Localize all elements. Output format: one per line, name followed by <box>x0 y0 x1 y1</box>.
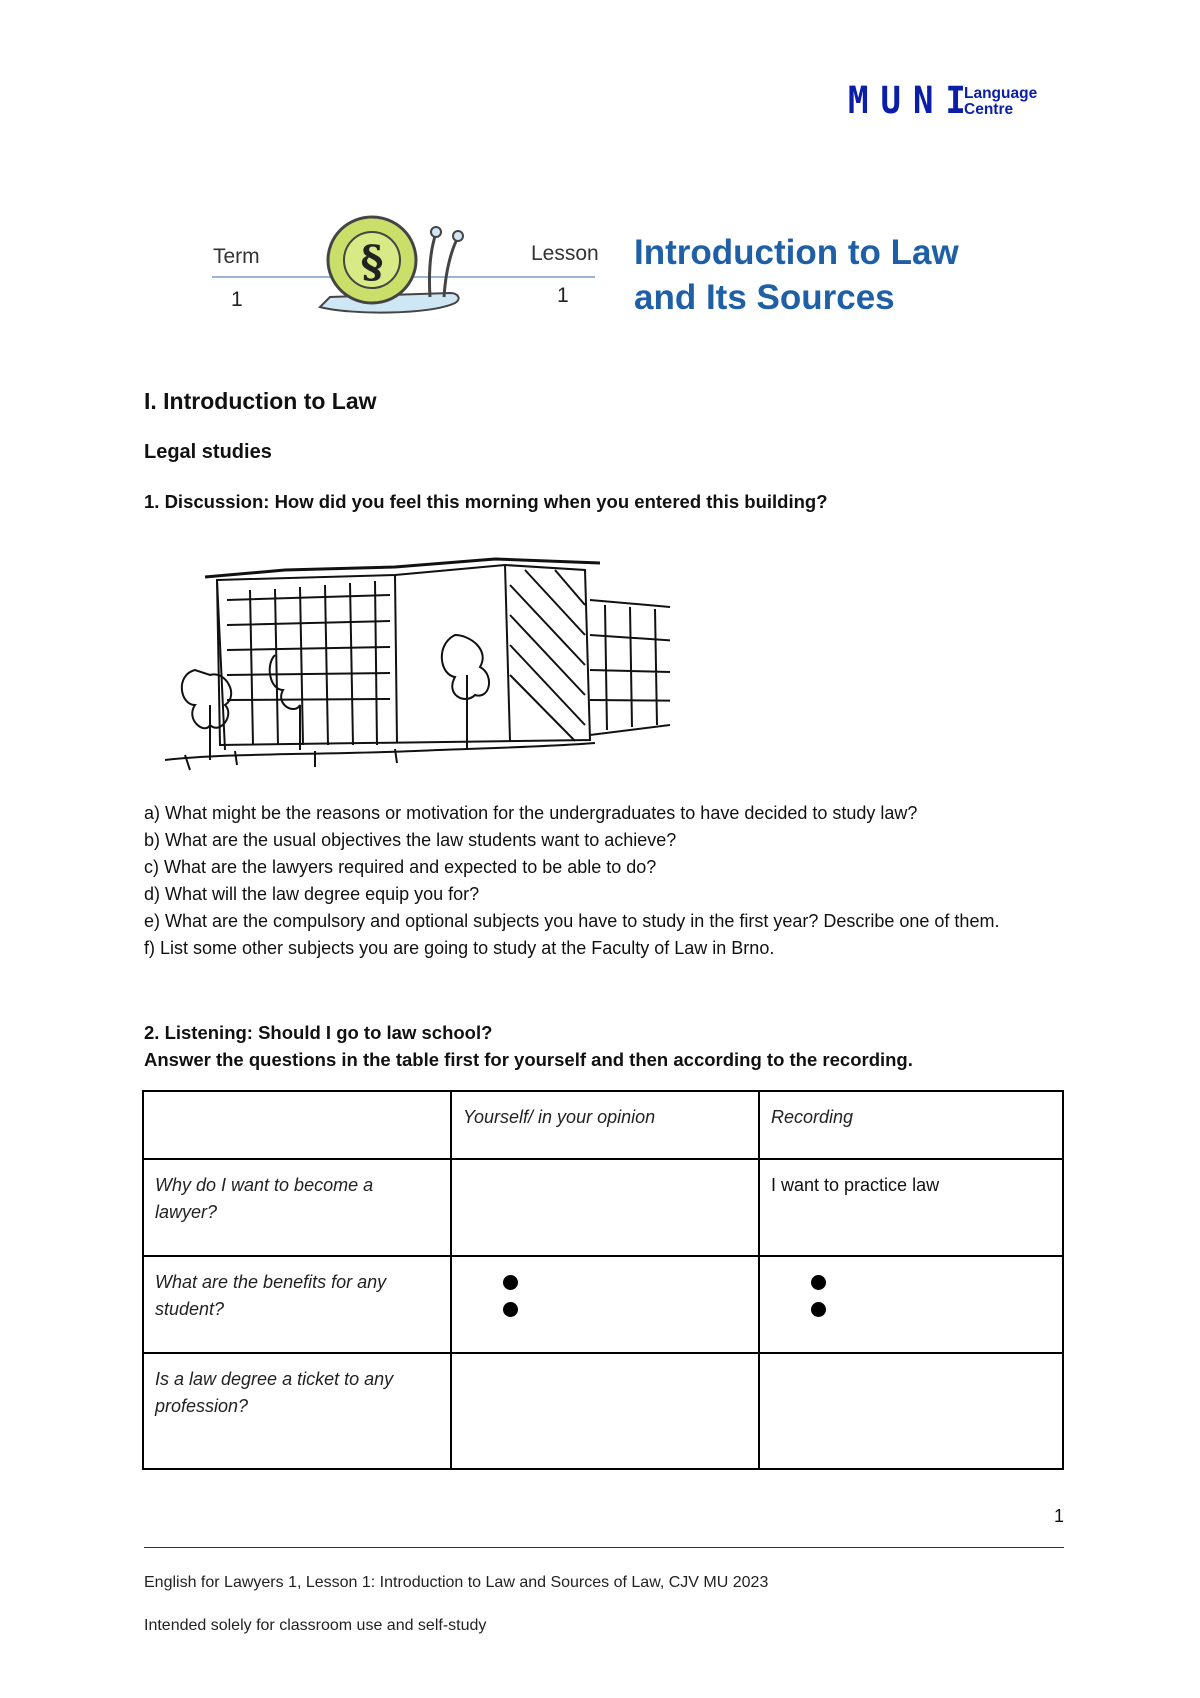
question-c: c) What are the lawyers required and expected to be able to do? <box>144 857 657 877</box>
table-row <box>143 1256 1063 1353</box>
row-question: Is a law degree a ticket to any profession? <box>143 1353 451 1469</box>
question-a: a) What might be the reasons or motivation for the undergraduates to have decided to study law? <box>144 803 918 823</box>
header-cell-yourself: Yourself/ in your opinion <box>451 1091 759 1159</box>
header-cell-empty <box>143 1091 451 1159</box>
lesson-label: Lesson <box>531 242 599 265</box>
row-recording-answer: I want to practice law <box>759 1159 1063 1256</box>
section-heading: I. Introduction to Law <box>144 388 377 414</box>
discussion-prompt: 1. Discussion: How did you feel this morning when you entered this building? <box>144 491 828 512</box>
question-d: d) What will the law degree equip you for? <box>144 884 480 904</box>
listening-instruction: Answer the questions in the table first for yourself and then according to the recording. <box>144 1049 913 1070</box>
muni-logo: MUNI <box>848 79 978 123</box>
question-b: b) What are the usual objectives the law students want to achieve? <box>144 830 677 850</box>
bullet-icon <box>503 1275 518 1290</box>
footer-divider <box>144 1547 1064 1548</box>
footer-line-1: English for Lawyers 1, Lesson 1: Introduction to Law and Sources of Law, CJV MU 2023 <box>144 1574 769 1591</box>
table-row <box>143 1159 1063 1256</box>
row-yourself-answer[interactable] <box>451 1159 759 1256</box>
listening-title: 2. Listening: Should I go to law school? <box>144 1022 493 1043</box>
row-yourself-answer[interactable] <box>451 1256 759 1353</box>
listening-section <box>144 1019 913 1073</box>
row-yourself-answer[interactable] <box>451 1353 759 1469</box>
row-question: What are the benefits for any student? <box>143 1256 451 1353</box>
lesson-value: 1 <box>557 284 569 307</box>
row-question: Why do I want to become a lawyer? <box>143 1159 451 1256</box>
row-recording-answer <box>759 1353 1063 1469</box>
bullet-icon <box>811 1275 826 1290</box>
logo-centre: Centre <box>964 101 1014 118</box>
table-row <box>143 1353 1063 1469</box>
snail-banner-illustration <box>200 205 600 325</box>
listening-table <box>142 1090 1064 1470</box>
term-value: 1 <box>231 288 243 311</box>
discussion-questions-list <box>144 800 1068 962</box>
footer-line-2: Intended solely for classroom use and self-study <box>144 1617 487 1634</box>
question-f: f) List some other subjects you are going to study at the Faculty of Law in Brno. <box>144 938 775 958</box>
title-line-2: and Its Sources <box>634 278 895 317</box>
question-e: e) What are the compulsory and optional subjects you have to study in the first year? Describe one of them. <box>144 911 1000 931</box>
term-label: Term <box>213 245 260 268</box>
table-header-row <box>143 1091 1063 1159</box>
header-cell-recording: Recording <box>759 1091 1063 1159</box>
building-main-block <box>217 565 590 745</box>
faculty-building-sketch <box>165 555 670 775</box>
row-recording-answer <box>759 1256 1063 1353</box>
lesson-title <box>634 230 959 320</box>
subheading-legal-studies: Legal studies <box>144 441 272 463</box>
title-line-1: Introduction to Law <box>634 233 959 272</box>
logo-language: Language <box>964 85 1038 102</box>
section-sign-icon: § <box>360 237 384 288</box>
language-centre-logo-text <box>964 86 1037 118</box>
bullet-icon <box>503 1302 518 1317</box>
page-number: 1 <box>1054 1506 1065 1526</box>
bullet-icon <box>811 1302 826 1317</box>
